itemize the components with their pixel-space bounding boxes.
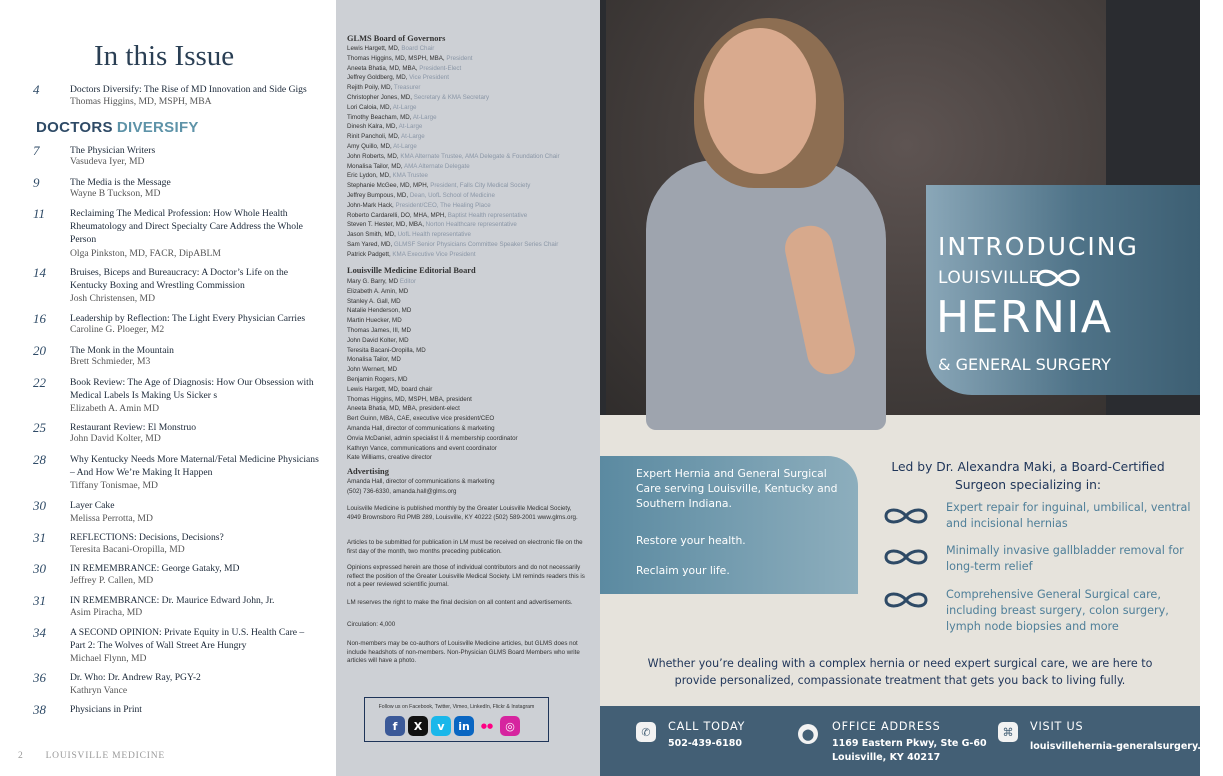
member-name: Bert Guinn, MBA, CAE, executive vice president/CEO bbox=[347, 415, 495, 423]
member-role: Editor bbox=[399, 278, 417, 285]
scrubs-shape bbox=[646, 160, 886, 430]
member-role: President, Falls City Medical Society bbox=[430, 182, 531, 190]
member-role: UofL Health representative bbox=[397, 231, 471, 239]
submission-info: Articles to be submitted for publication in LM must be received on electronic file on the first day of the month, two months preceding publication. bbox=[347, 539, 583, 555]
page-number: 30 bbox=[33, 498, 46, 513]
member-name: Jeffrey Bumpous, MD, bbox=[347, 192, 409, 199]
advertising-line: (502) 736-6330, amanda.hall@glms.org bbox=[347, 488, 457, 495]
member-name: Rejith Poily, MD, bbox=[347, 84, 393, 92]
article-title: Bruises, Biceps and Bureaucracy: A Doctor’s Life on the Kentucky Boxing and Wrestling Commission bbox=[70, 267, 289, 291]
member-name: Mary G. Barry, MD bbox=[347, 278, 399, 285]
flickr-icon[interactable]: ●● bbox=[477, 716, 497, 736]
board-member bbox=[347, 211, 527, 221]
article-author: Olga Pinkston, MD, FACR, DipABLM bbox=[70, 248, 221, 259]
article-title: Reclaiming The Medical Profession: How Whole Health Rheumatology and Direct Specialty Care Address the Whole Person bbox=[70, 208, 303, 245]
article-title: The Monk in the Mountain bbox=[70, 345, 174, 356]
board-member bbox=[347, 64, 461, 74]
disclaimer: Opinions expressed herein are those of individual contributors and do not necessarily reflect the position of the Greater Louisville Medical Society. LM reminds readers this is not a peer reviewed scientific journal. bbox=[347, 564, 585, 589]
page-number: 31 bbox=[33, 593, 46, 608]
board-member bbox=[347, 93, 489, 103]
page-title: In this Issue bbox=[94, 40, 235, 72]
article-title: Book Review: The Age of Diagnosis: How Our Obsession with Medical Labels Is Making Us Sicker s bbox=[70, 377, 314, 401]
section-word-2: DIVERSIFY bbox=[116, 119, 199, 136]
masthead-column bbox=[336, 0, 600, 776]
article-title: IN REMEMBRANCE: George Gataky, MD bbox=[70, 563, 240, 574]
article-author: Asim Piracha, MD bbox=[70, 607, 143, 618]
member-name: Amanda Hall, director of communications & marketing bbox=[347, 425, 495, 432]
article-author: Michael Flynn, MD bbox=[70, 653, 147, 664]
visit-label: VISIT US bbox=[1030, 720, 1084, 733]
page-number: 30 bbox=[33, 561, 46, 576]
board-member bbox=[347, 306, 411, 316]
member-role: Norton Healthcare representative bbox=[425, 221, 517, 229]
member-name: Teresita Bacani-Oropilla, MD bbox=[347, 346, 426, 354]
footer-publication: LOUISVILLE MEDICINE bbox=[45, 751, 165, 761]
section-heading bbox=[36, 119, 199, 136]
board-member bbox=[347, 385, 432, 395]
board-member bbox=[347, 355, 401, 365]
page-footer bbox=[18, 751, 165, 761]
article-author: Caroline G. Ploeger, M2 bbox=[70, 324, 165, 335]
board-member bbox=[347, 434, 518, 444]
member-role: At-Large bbox=[393, 143, 417, 150]
board-member bbox=[347, 277, 416, 287]
face-shape bbox=[704, 28, 816, 174]
article-author: Vasudeva Iyer, MD bbox=[70, 156, 145, 167]
table-of-contents bbox=[0, 0, 336, 776]
member-role: KMA Executive Vice President bbox=[392, 250, 476, 258]
member-role: Board Chair bbox=[401, 45, 435, 52]
member-name: Timothy Beacham, MD, bbox=[347, 113, 412, 121]
member-role: At-Large bbox=[398, 123, 423, 131]
member-name: Lewis Hargett, MD, bbox=[347, 45, 400, 52]
board-member bbox=[347, 453, 432, 463]
board-member bbox=[347, 54, 473, 64]
board-member bbox=[347, 220, 517, 230]
linkedin-icon[interactable]: in bbox=[454, 716, 474, 736]
office-address-line1: 1169 Eastern Pkwy, Ste G-60 bbox=[832, 738, 987, 749]
ad-title-hernia: HERNIA bbox=[936, 292, 1113, 343]
article-author: Jeffrey P. Callen, MD bbox=[70, 575, 154, 586]
article-author: John David Kolter, MD bbox=[70, 433, 161, 444]
website-link[interactable]: louisvillehernia-generalsurgery.com bbox=[1030, 741, 1223, 752]
board-member bbox=[347, 240, 558, 250]
board-member bbox=[347, 122, 422, 132]
article-author: Teresita Bacani-Oropilla, MD bbox=[70, 544, 185, 555]
phone-number[interactable]: 502-439-6180 bbox=[668, 738, 742, 749]
board-member bbox=[347, 287, 408, 297]
board-member bbox=[347, 250, 476, 260]
member-name: Eric Lydon, MD, bbox=[347, 172, 391, 180]
member-name: Onvia McDaniel, admin specialist II & membership coordinator bbox=[347, 434, 518, 442]
article-author: Tiffany Tonismae, MD bbox=[70, 480, 158, 491]
rights-note: LM reserves the right to make the final decision on all content and advertisements. bbox=[347, 599, 573, 606]
cta-restore: Restore your health. bbox=[636, 534, 746, 547]
article-title: Dr. Who: Dr. Andrew Ray, PGY-2 bbox=[70, 672, 201, 683]
feature-item: Minimally invasive gallbladder removal for long-term relief bbox=[946, 544, 1184, 573]
article-title: IN REMEMBRANCE: Dr. Maurice Edward John, Jr. bbox=[70, 595, 275, 606]
member-name: John Roberts, MD, bbox=[347, 152, 399, 160]
member-name: Amy Quillo, MD, bbox=[347, 143, 392, 150]
board-member bbox=[347, 201, 491, 211]
article-title: A SECOND OPINION: Private Equity in U.S. Health Care – Part 2: The Wolves of Wall Street Are Hungry bbox=[70, 627, 305, 651]
board-member bbox=[347, 171, 428, 181]
member-name: Kate Williams, creative director bbox=[347, 454, 432, 462]
board-member bbox=[347, 365, 397, 375]
page-number: 4 bbox=[33, 82, 40, 97]
infinity-bullet-icon bbox=[880, 506, 932, 526]
social-text: Follow us on Facebook, Twitter, Vimeo, LinkedIn, Flickr & Instagram bbox=[378, 704, 535, 710]
cta-reclaim: Reclaim your life. bbox=[636, 564, 730, 577]
member-name: Monalisa Tailor, MD, bbox=[347, 162, 403, 170]
member-name: Natalie Henderson, MD bbox=[347, 307, 412, 315]
member-role: Vice President bbox=[409, 74, 449, 82]
board-member bbox=[347, 326, 411, 336]
member-name: Lori Caloia, MD, bbox=[347, 103, 392, 111]
article-title: The Physician Writers bbox=[70, 145, 156, 156]
editorial-heading: Louisville Medicine Editorial Board bbox=[347, 266, 476, 275]
board-member bbox=[347, 297, 401, 307]
social-icons bbox=[385, 716, 520, 736]
board-member bbox=[347, 424, 495, 434]
article-title: Leadership by Reflection: The Light Every Physician Carries bbox=[70, 313, 306, 324]
board-member bbox=[347, 152, 560, 162]
member-name: Benjamin Rogers, MD bbox=[347, 376, 408, 383]
publication-info: Louisville Medicine is published monthly by the Greater Louisville Medical Society, 4949 Brownsboro Rd PMB 289, Louisville, KY 40222 (502) 589-2001 www.glms.org. bbox=[347, 505, 578, 521]
member-name: John-Mark Hack, bbox=[347, 201, 394, 209]
article-title: Physicians in Print bbox=[70, 704, 142, 715]
board-member bbox=[347, 83, 420, 93]
board-member bbox=[347, 375, 408, 385]
member-name: Thomas Higgins, MD, MSPH, MBA, president bbox=[347, 395, 472, 403]
infinity-logo-icon bbox=[1032, 266, 1084, 290]
infinity-bullet-icon bbox=[880, 590, 932, 610]
member-role: President bbox=[446, 54, 473, 62]
member-name: Stanley A. Gall, MD bbox=[347, 297, 401, 305]
article-author: Wayne B Tuckson, MD bbox=[70, 188, 161, 199]
article-title: REFLECTIONS: Decisions, Decisions? bbox=[70, 532, 224, 543]
member-name: John Wernert, MD bbox=[347, 366, 398, 374]
member-role: Dean, UofL School of Medicine bbox=[409, 192, 495, 199]
feature-item: Expert repair for inguinal, umbilical, ventral and incisional hernias bbox=[946, 501, 1191, 530]
board-member bbox=[347, 336, 409, 346]
board-member bbox=[347, 142, 417, 152]
office-address-line2: Louisville, KY 40217 bbox=[832, 752, 941, 763]
member-name: Jason Smith, MD, bbox=[347, 231, 396, 239]
member-name: Thomas James, III, MD bbox=[347, 327, 411, 334]
instagram-icon[interactable]: ◎ bbox=[500, 716, 520, 736]
cta-text: Expert Hernia and General Surgical Care serving Louisville, Kentucky and Southern Indiana. bbox=[636, 467, 838, 510]
page-number: 22 bbox=[33, 375, 46, 390]
circulation: Circulation: 4,000 bbox=[347, 621, 396, 628]
board-member bbox=[347, 44, 434, 54]
member-role: GLMSF Senior Physicians Committee Speaker Series Chair bbox=[393, 241, 559, 248]
page-number: 34 bbox=[33, 625, 46, 640]
board-member bbox=[347, 230, 471, 240]
member-name: Patrick Padgett, bbox=[347, 250, 391, 258]
article-author: Kathryn Vance bbox=[70, 685, 128, 696]
ad-title-general-surgery: & GENERAL SURGERY bbox=[938, 355, 1111, 374]
member-role: At-Large bbox=[401, 133, 425, 141]
footer-page-number: 2 bbox=[18, 751, 24, 761]
board-member bbox=[347, 316, 402, 326]
board-member bbox=[347, 181, 530, 191]
ad-title-introducing: INTRODUCING bbox=[938, 232, 1139, 261]
hernia-ad bbox=[600, 0, 1223, 776]
x-twitter-icon[interactable]: X bbox=[408, 716, 428, 736]
member-name: Jeffrey Goldberg, MD, bbox=[347, 74, 408, 82]
call-label: CALL TODAY bbox=[668, 720, 746, 733]
article-author: Elizabeth A. Amin MD bbox=[70, 403, 159, 414]
member-role: Treasurer bbox=[393, 84, 421, 92]
member-role: KMA Trustee bbox=[392, 172, 428, 180]
member-name: Stephanie McGee, MD, MPH, bbox=[347, 182, 429, 190]
member-name: Aneeta Bhatia, MD, MBA, president-elect bbox=[347, 405, 460, 413]
board-member bbox=[347, 404, 460, 414]
vimeo-icon[interactable]: v bbox=[431, 716, 451, 736]
member-name: Sam Yared, MD, bbox=[347, 241, 393, 248]
page-number: 16 bbox=[33, 311, 46, 326]
member-name: Kathryn Vance, communications and event coordinator bbox=[347, 444, 497, 452]
board-member bbox=[347, 113, 437, 123]
page-number: 7 bbox=[33, 143, 40, 158]
office-label: OFFICE ADDRESS bbox=[832, 720, 941, 733]
page-number: 36 bbox=[33, 670, 46, 685]
board-member bbox=[347, 444, 497, 454]
member-name: Elizabeth A. Amin, MD bbox=[347, 287, 409, 295]
article-title: Doctors Diversify: The Rise of MD Innovation and Side Gigs bbox=[70, 84, 307, 95]
member-name: Lewis Hargett, MD, board chair bbox=[347, 385, 433, 393]
board-member bbox=[347, 395, 472, 405]
article-title: Layer Cake bbox=[70, 500, 115, 511]
web-icon: ⌘ bbox=[998, 722, 1018, 742]
member-role: AMA Alternate Delegate bbox=[403, 162, 470, 170]
member-name: Martin Huecker, MD bbox=[347, 317, 402, 325]
location-pin-icon: ⬤ bbox=[798, 724, 818, 744]
page-number: 14 bbox=[33, 265, 46, 280]
member-name: Dinesh Kalra, MD, bbox=[347, 123, 398, 131]
member-role: President/CEO, The Healing Place bbox=[395, 201, 491, 209]
board-member bbox=[347, 162, 470, 172]
section-word-1: DOCTORS bbox=[36, 119, 113, 136]
page-number: 28 bbox=[33, 452, 46, 467]
page-number: 38 bbox=[33, 702, 46, 717]
page-number: 25 bbox=[33, 420, 46, 435]
article-author: Melissa Perrotta, MD bbox=[70, 513, 153, 524]
advertising-heading: Advertising bbox=[347, 467, 389, 476]
board-member bbox=[347, 103, 416, 113]
ad-tagline: Whether you’re dealing with a complex hernia or need expert surgical care, we are here to provide personalized, compassionate treatment that gets you back to living fully. bbox=[647, 657, 1153, 687]
member-name: Roberto Cardarelli, DO, MHA, MPH, bbox=[347, 211, 447, 219]
article-title: Restaurant Review: El Monstruo bbox=[70, 422, 197, 433]
member-name: John David Kolter, MD bbox=[347, 336, 409, 344]
facebook-icon[interactable]: f bbox=[385, 716, 405, 736]
member-name: Steven T. Hester, MD, MBA, bbox=[347, 221, 424, 229]
board-member bbox=[347, 191, 495, 201]
article-author: Josh Christensen, MD bbox=[70, 293, 156, 304]
member-role: Baptist Health representative bbox=[447, 211, 528, 219]
infinity-bullet-icon bbox=[880, 547, 932, 567]
phone-icon: ✆ bbox=[636, 722, 656, 742]
member-name: Christopher Jones, MD, bbox=[347, 94, 412, 101]
advertising-line: Amanda Hall, director of communications & marketing bbox=[347, 478, 495, 485]
article-author: Brett Schmieder, M3 bbox=[70, 356, 151, 367]
board-member bbox=[347, 132, 425, 142]
board-member bbox=[347, 346, 426, 356]
page-number: 20 bbox=[33, 343, 46, 358]
feature-item: Comprehensive General Surgical care, including breast surgery, colon surgery, lymph node biopsies and more bbox=[946, 588, 1169, 633]
board-member bbox=[347, 73, 449, 83]
member-name: Aneeta Bhatia, MD, MBA, bbox=[347, 64, 418, 72]
member-role: At-Large bbox=[412, 113, 437, 121]
membership-note: Non-members may be co-authors of Louisville Medicine articles, but GLMS does not include headshots of non-members. Non-Physician GLMS Board Members who write articles will have a photo. bbox=[347, 640, 580, 665]
article-title: The Media is the Message bbox=[70, 177, 171, 188]
board-member bbox=[347, 414, 494, 424]
page-number: 31 bbox=[33, 530, 46, 545]
member-role: President-Elect bbox=[419, 64, 462, 72]
social-box bbox=[364, 697, 549, 742]
article-title: Why Kentucky Needs More Maternal/Fetal Medicine Physicians – And How We’re Making It Happen bbox=[70, 454, 319, 478]
member-role: Secretary & KMA Secretary bbox=[413, 94, 490, 101]
led-by-heading: Led by Dr. Alexandra Maki, a Board-Certified Surgeon specializing in: bbox=[891, 460, 1165, 492]
governors-heading: GLMS Board of Governors bbox=[347, 34, 446, 43]
member-role: At-Large bbox=[392, 103, 417, 111]
page-number: 9 bbox=[33, 175, 40, 190]
member-role: KMA Alternate Trustee, AMA Delegate & Foundation Chair bbox=[400, 152, 560, 160]
ad-title-louisville: LOUISVILLE bbox=[938, 268, 1040, 288]
member-name: Thomas Higgins, MD, MSPH, MBA, bbox=[347, 54, 445, 62]
article-author: Thomas Higgins, MD, MSPH, MBA bbox=[70, 96, 212, 107]
member-name: Monalisa Tailor, MD bbox=[347, 356, 401, 364]
page-number: 11 bbox=[33, 206, 46, 221]
member-name: Rinit Pancholi, MD, bbox=[347, 133, 400, 141]
